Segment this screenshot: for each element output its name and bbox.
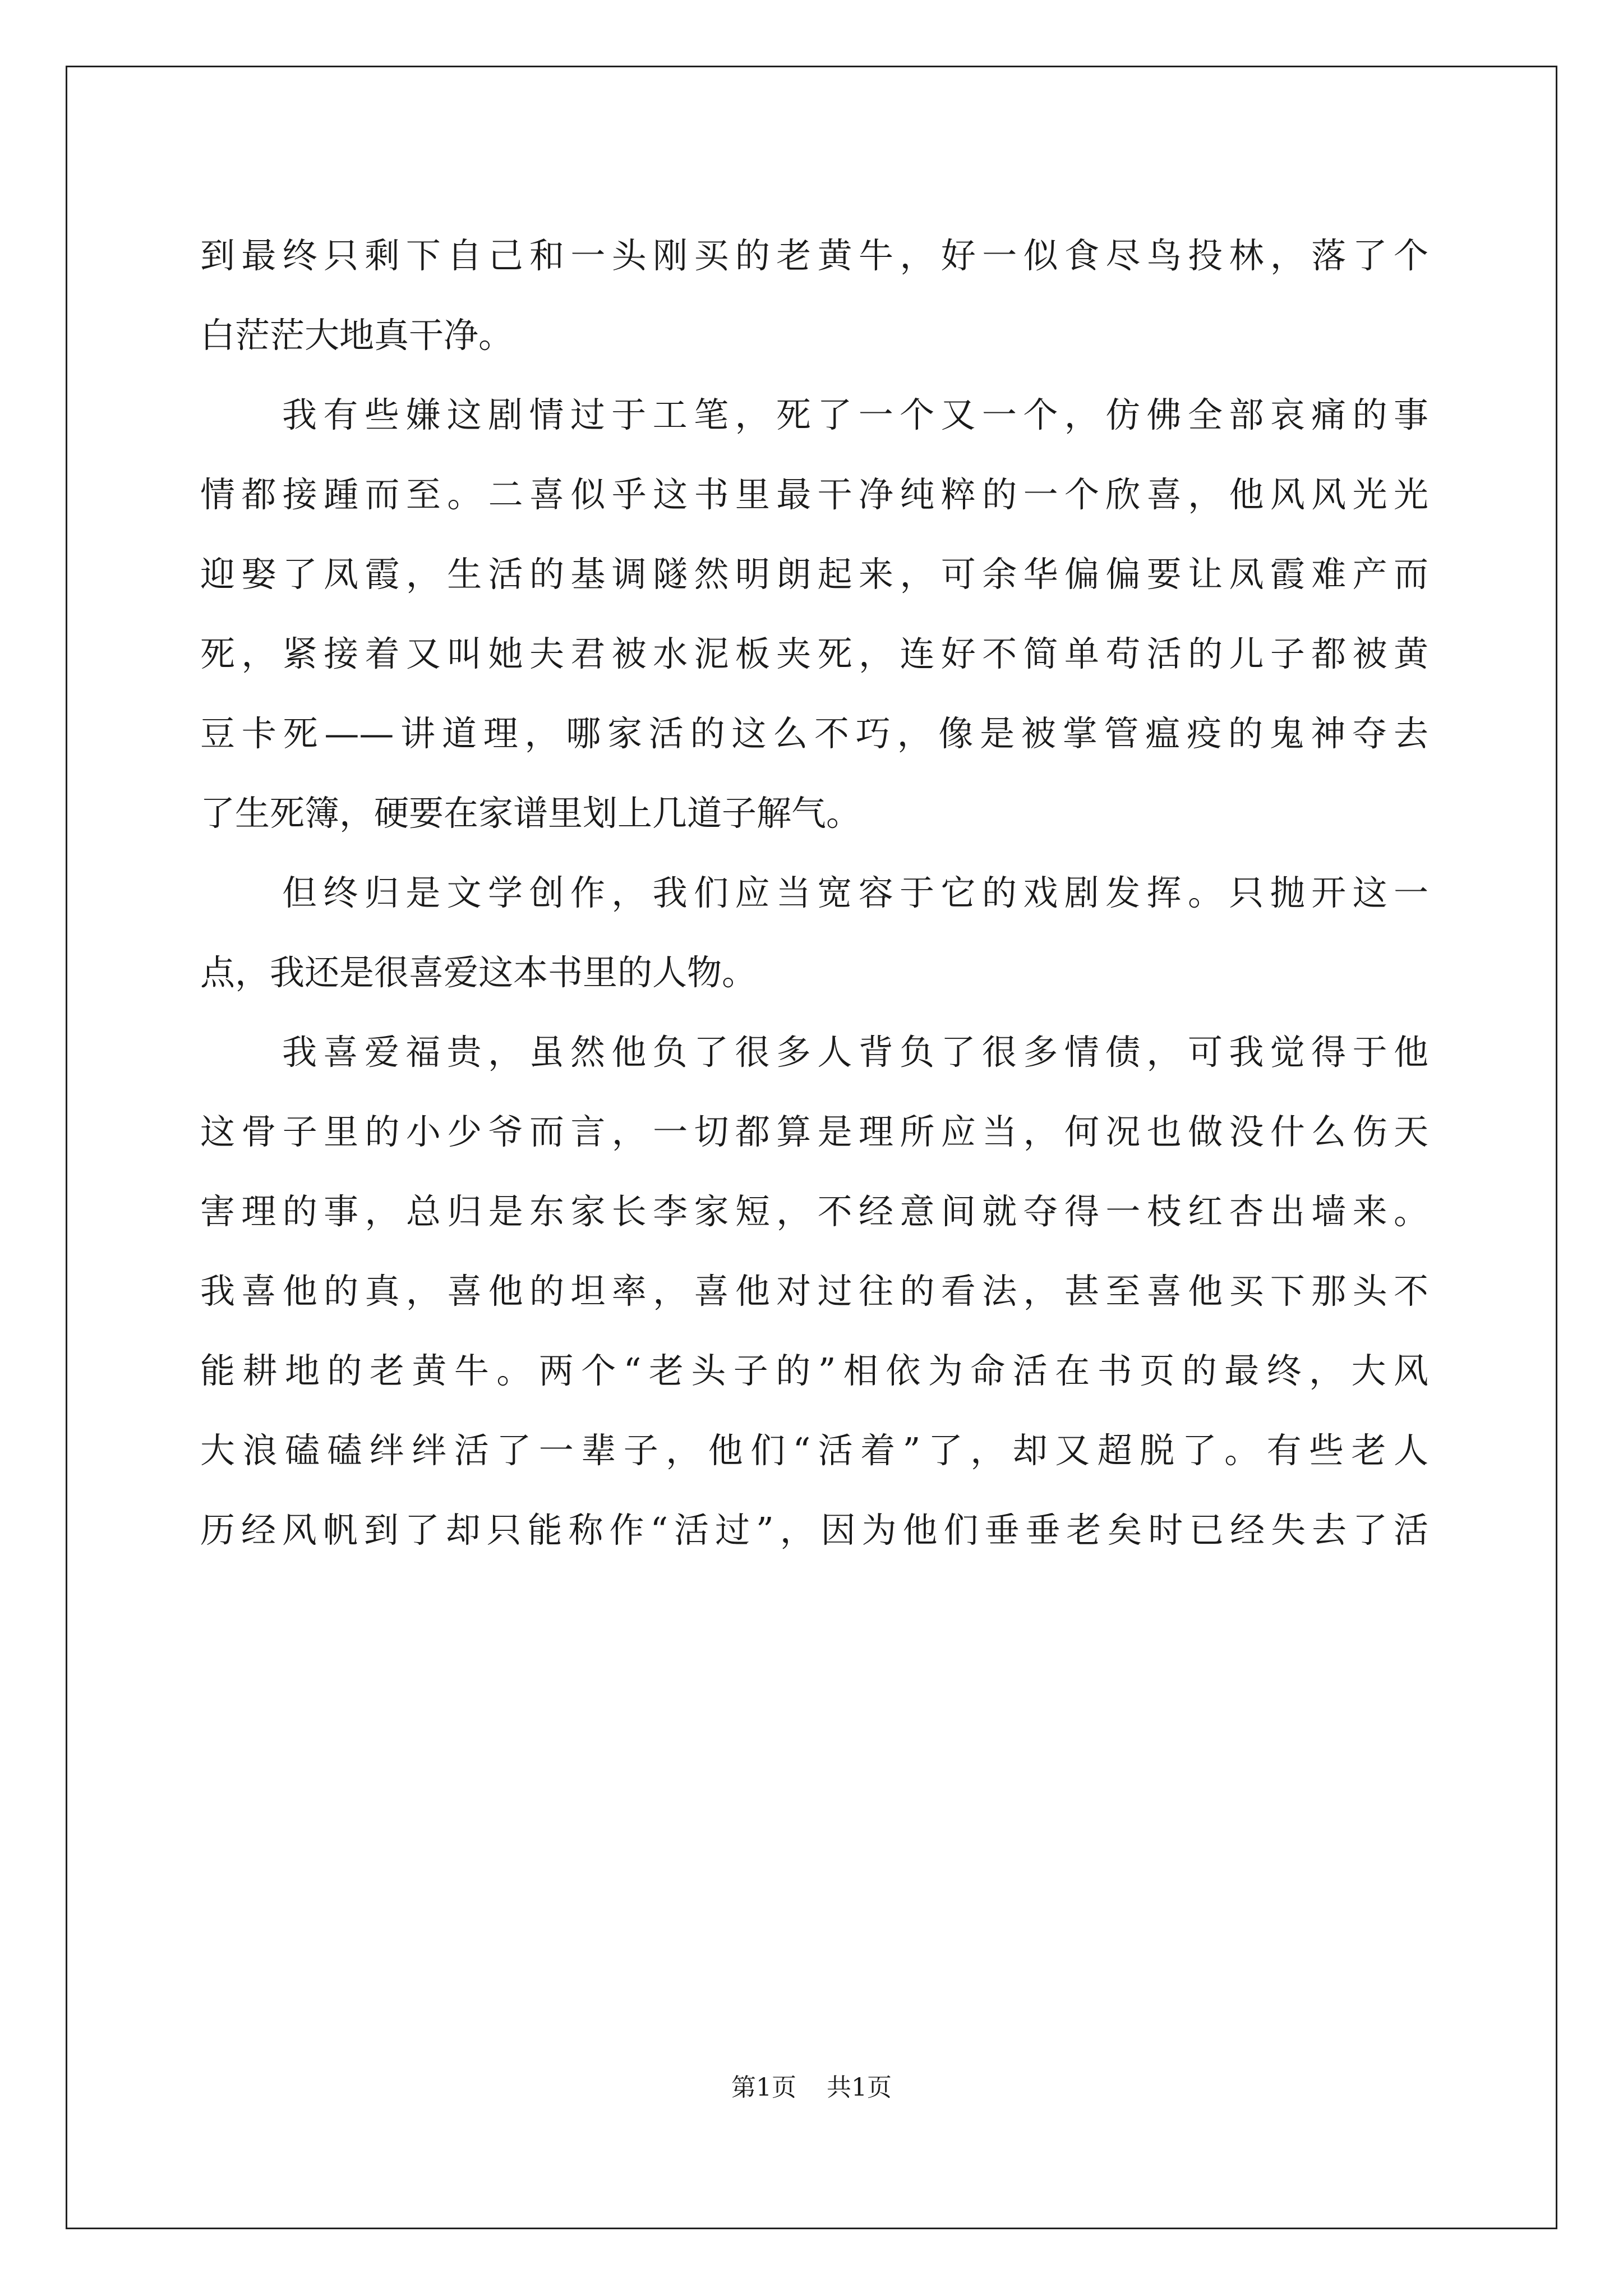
text-line: 死，紧接着又叫她夫君被水泥板夹死，连好不简单苟活的儿子都被黄 <box>200 633 1428 674</box>
page-footer <box>0 2067 1623 2103</box>
text-line: 点，我还是很喜爱这本书里的人物。 <box>200 952 757 993</box>
document-body <box>200 216 1428 1570</box>
text-line: 我喜他的真，喜他的坦率，喜他对过往的看法，甚至喜他买下那头不 <box>200 1271 1428 1312</box>
text-line: 到最终只剩下自己和一头刚买的老黄牛，好一似食尽鸟投林，落了个 <box>200 235 1428 276</box>
page-total: 共1页 <box>827 2073 892 2102</box>
text-line: 豆卡死——讲道理，哪家活的这么不巧，像是被掌管瘟疫的鬼神夺去 <box>200 713 1428 754</box>
text-line: 了生死簿，硬要在家谱里划上几道子解气。 <box>200 793 861 834</box>
text-line: 大浪磕磕绊绊活了一辈子，他们“活着”了，却又超脱了。有些老人 <box>200 1430 1428 1471</box>
text-line: 白茫茫大地真干净。 <box>200 315 514 356</box>
page-number: 第1页 <box>731 2073 796 2102</box>
text-line: 能耕地的老黄牛。两个“老头子的”相依为命活在书页的最终，大风 <box>200 1350 1428 1391</box>
text-line: 我有些嫌这剧情过于工笔，死了一个又一个，仿佛全部哀痛的事 <box>282 394 1428 435</box>
text-line: 情都接踵而至。二喜似乎这书里最干净纯粹的一个欣喜，他风风光光 <box>200 474 1428 515</box>
text-line: 这骨子里的小少爷而言，一切都算是理所应当，何况也做没什么伤天 <box>200 1111 1428 1152</box>
text-line: 害理的事，总归是东家长李家短，不经意间就夺得一枝红杏出墙来。 <box>200 1191 1428 1232</box>
text-line: 迎娶了凤霞，生活的基调隧然明朗起来，可余华偏偏要让凤霞难产而 <box>200 554 1428 595</box>
text-line: 历经风帆到了却只能称作“活过”，因为他们垂垂老矣时已经失去了活 <box>200 1510 1428 1550</box>
text-line: 但终归是文学创作，我们应当宽容于它的戏剧发挥。只抛开这一 <box>282 872 1428 913</box>
text-line: 我喜爱福贵，虽然他负了很多人背负了很多情债，可我觉得于他 <box>282 1032 1428 1073</box>
